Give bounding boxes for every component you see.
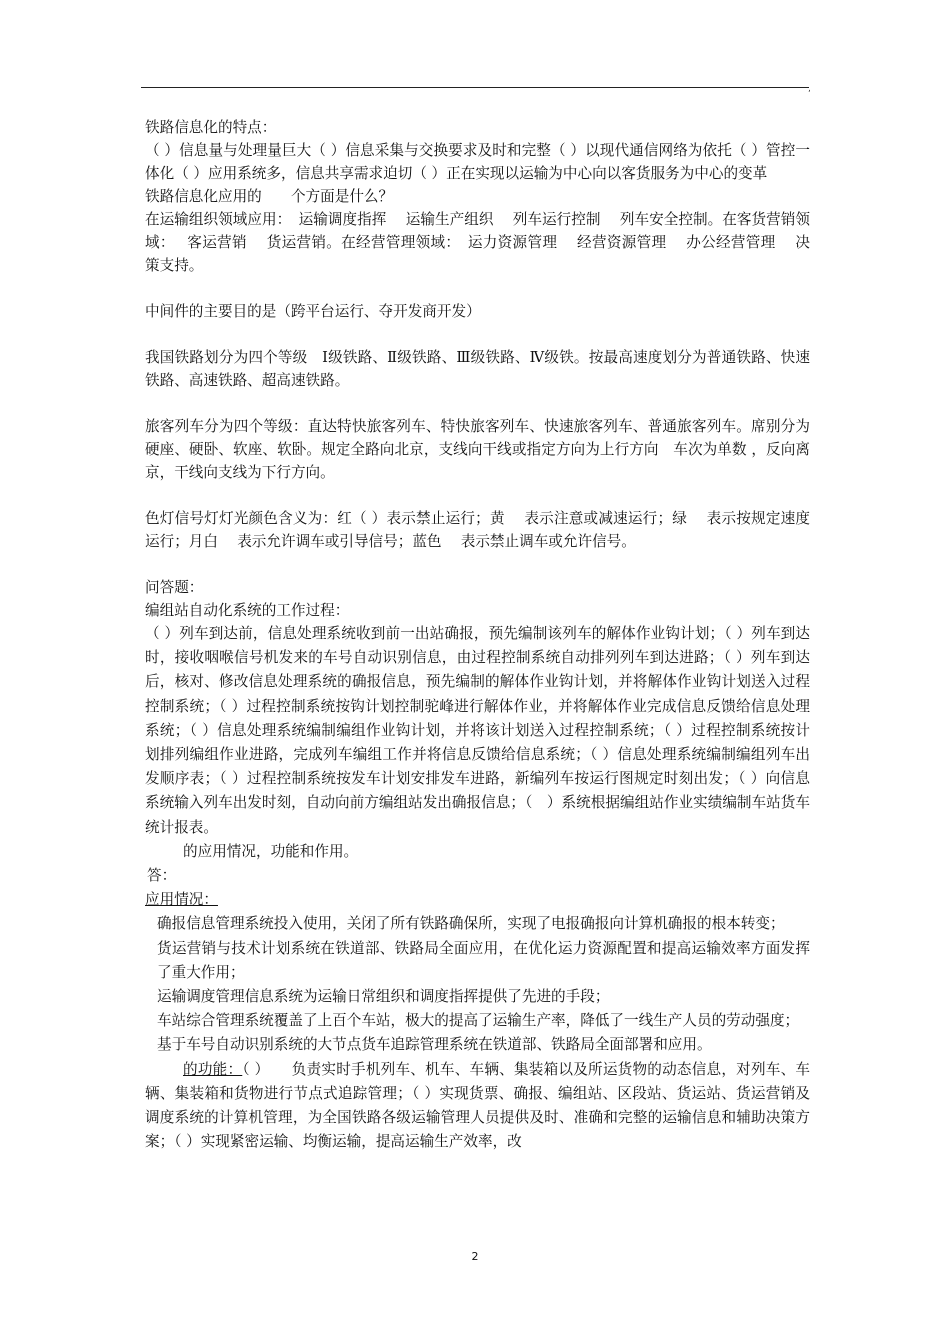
spacer [145, 323, 810, 346]
usage-item: 货运营销与技术计划系统在铁道部、铁路局全面应用，在优化运力资源配置和提高运输效率方面发挥了重大作用； [157, 939, 810, 981]
hump-title: 编组站自动化系统的工作过程： [145, 602, 350, 619]
spacer [145, 553, 810, 576]
hump-body: （ ）列车到达前，信息处理系统收到前一出站确报，预先编制该列车的解体作业钩计划；（ ）列车到达时，接收咽喉信号机发来的车号自动识别信息，由过程控制系统自动排列列车到达进路；（ ）列车到达后，核对、修改信息处理系统的确报信息，预先编制的解体作业钩计划，并将解体作业钩计划送入过程控制系统；（ ）过程控制系统按钩计划控制驼峰进行解体作业，并将解体作业完成信息反馈给信息处理系统；（ ）信息处理系统编制编组作业钩计划，并将该计划送入过程控制系统；（ ）过程控制系统按计划排列编组作业进路，完成列车编组工作并将信息反馈给信息系统；（ ）信息处理系统编制编组列车出发顺序表；（ ）过程控制系统按发车计划安排发车进路，新编列车按运行图规定时刻出发；（ ）向信息系统输入列车出发时刻，自动向前方编组站发出确报信息；（ ）系统根据编组站作业实绩编制车站货车统计报表。 [145, 625, 810, 836]
function-paragraph [145, 1058, 810, 1155]
signal-colors-text: 色灯信号灯灯光颜色含义为：红（ ）表示禁止运行；黄 表示注意或减速运行；绿 表示按规定速度运行；月白 表示允许调车或引导信号；蓝色 表示禁止调车或允许信号。 [145, 510, 810, 550]
train-grades-text: 旅客列车分为四个等级：直达特快旅客列车、特快旅客列车、快速旅客列车、普通旅客列车。席别分为 硬座、硬卧、软座、软卧。规定全路向北京，支线向干线或指定方向为上行方向 车次为单数 ，反向离京，干线向支线为下行方向。 [145, 418, 810, 481]
spacer [145, 277, 810, 300]
usage-item: 确报信息管理系统投入使用，关闭了所有铁路确保所，实现了电报确报向计算机确报的根本转变； [157, 915, 785, 933]
document-body [145, 116, 810, 1154]
usage-item: 车站综合管理系统覆盖了上百个车站，极大的提高了运输生产率，降低了一线生产人员的劳动强度； [157, 1012, 800, 1030]
spacer [145, 484, 810, 507]
page-number: 2 [471, 1250, 479, 1263]
rail-grades-text: 我国铁路划分为四个等级 Ⅰ级铁路、Ⅱ级铁路、Ⅲ级铁路、Ⅳ级铁。按最高速度划分为普通铁路、快速铁路、高速铁路、超高速铁路。 [145, 349, 810, 389]
usage-label [145, 888, 810, 912]
spacer [145, 392, 810, 415]
usage-question: 的应用情况，功能和作用。 [183, 842, 359, 860]
header-rule-mark: , [808, 84, 811, 94]
apps-title: 铁路信息化应用的 个方面是什么？ [145, 188, 394, 205]
header-rule [141, 87, 809, 88]
function-label: 的功能： [183, 1060, 243, 1078]
features-body: （ ）信息量与处理量巨大（ ）信息采集与交换要求及时和完整（ ）以现代通信网络为依托（ ）管控一体化（ ）应用系统多，信息共享需求迫切（ ）正在实现以运输为中心向以客货服务为中心的变革 [145, 142, 810, 182]
middleware-text: 中间件的主要目的是（跨平台运行、夺开发商开发） [145, 303, 481, 320]
apps-body: 在运输组织领域应用： 运输调度指挥 运输生产组织 列车运行控制 列车安全控制。在客货营销领域： 客运营销 货运营销。在经营管理领域： 运力资源管理 经营资源管理 办公经营管理 决策支持。 [145, 211, 810, 274]
usage-item: 运输调度管理信息系统为运输日常组织和调度指挥提供了先进的手段； [157, 988, 610, 1006]
features-title: 铁路信息化的特点： [145, 119, 277, 136]
function-body: （ ） 负责实时手机列车、机车、车辆、集装箱以及所运货物的动态信息，对列车、车辆、集装箱和货物进行节点式追踪管理；（ ）实现货票、确报、编组站、区段站、货运站、货运营销及调度系统的计算机管理，为全国铁路各级运输管理人员提供及时、准确和完整的运输信息和辅助决策方案；（ ）实现紧密运输、均衡运输，提高运输生产效率，改 [145, 1060, 810, 1151]
answer-label: 答： [147, 867, 177, 885]
qa-block [145, 622, 810, 1154]
usage-label-text: 应用情况： [145, 891, 218, 909]
qa-title: 问答题： [145, 579, 204, 596]
usage-item: 基于车号自动识别系统的大节点货车追踪管理系统在铁道部、铁路局全面部署和应用。 [157, 1036, 712, 1054]
